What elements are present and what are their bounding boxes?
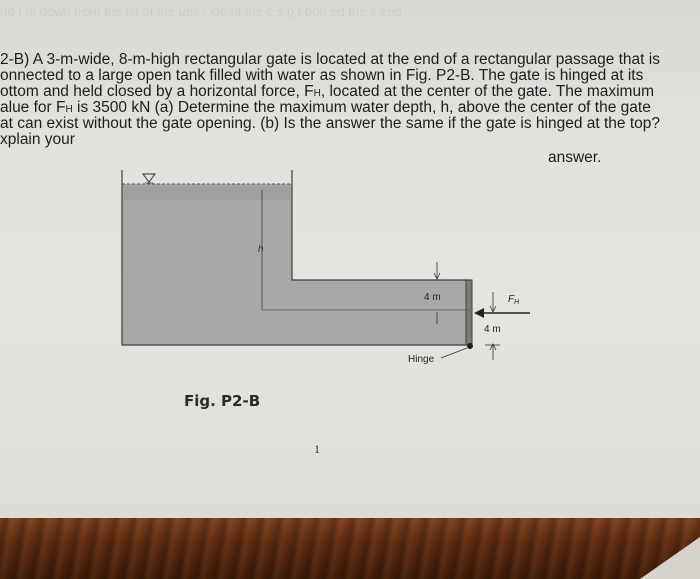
- hinge-point: [467, 343, 473, 349]
- upper-dim-label: 4 m: [424, 292, 441, 303]
- problem-line-6: xplain your: [0, 131, 75, 148]
- force-label-main: F: [508, 294, 515, 305]
- force-arrowhead: [474, 308, 484, 318]
- problem-line-5: at can exist without the gate opening. (b) Is the answer the same if the gate is hinged at the top?: [0, 115, 661, 132]
- right-dim-label: 4 m: [484, 324, 501, 335]
- problem-line-4-head: alue for F: [0, 99, 66, 116]
- h-label: h: [258, 244, 264, 255]
- figure-caption: Fig. P2-B: [184, 392, 261, 410]
- subscript-h: H: [65, 104, 73, 115]
- wood-grain: [0, 518, 700, 579]
- subscript-h: H: [313, 88, 321, 99]
- problem-line-3-tail: , located at the center of the gate. The maximum: [320, 83, 655, 100]
- force-label-sub: H: [514, 299, 520, 306]
- wooden-desk: [0, 518, 700, 579]
- problem-line-4-tail: is 3500 kN (a) Determine the maximum water depth, h, above the center of the gate: [72, 99, 651, 116]
- problem-line-3-head: ottom and held closed by a horizontal force, F: [0, 83, 314, 100]
- page-number: 1: [314, 442, 320, 456]
- water-region: [122, 184, 470, 345]
- problem-line-2: onnected to a large open tank filled with water as shown in Fig. P2-B. The gate is hinged at its: [0, 67, 644, 84]
- bleed-through-text: nd I m down from the lin of the ubs i ide of the c s p t bon ed the s end: [0, 4, 402, 19]
- free-surface-symbol: [143, 174, 155, 182]
- hinge-label: Hinge: [408, 354, 435, 365]
- hinge-leader: [441, 348, 467, 358]
- problem-line-1: 2-B) A 3-m-wide, 8-m-high rectangular gate is located at the end of a rectangular passage that is: [0, 51, 660, 68]
- force-label: [508, 294, 520, 306]
- water-texture: [124, 186, 290, 200]
- problem-answer-word: answer.: [548, 149, 602, 166]
- gate: [466, 280, 472, 345]
